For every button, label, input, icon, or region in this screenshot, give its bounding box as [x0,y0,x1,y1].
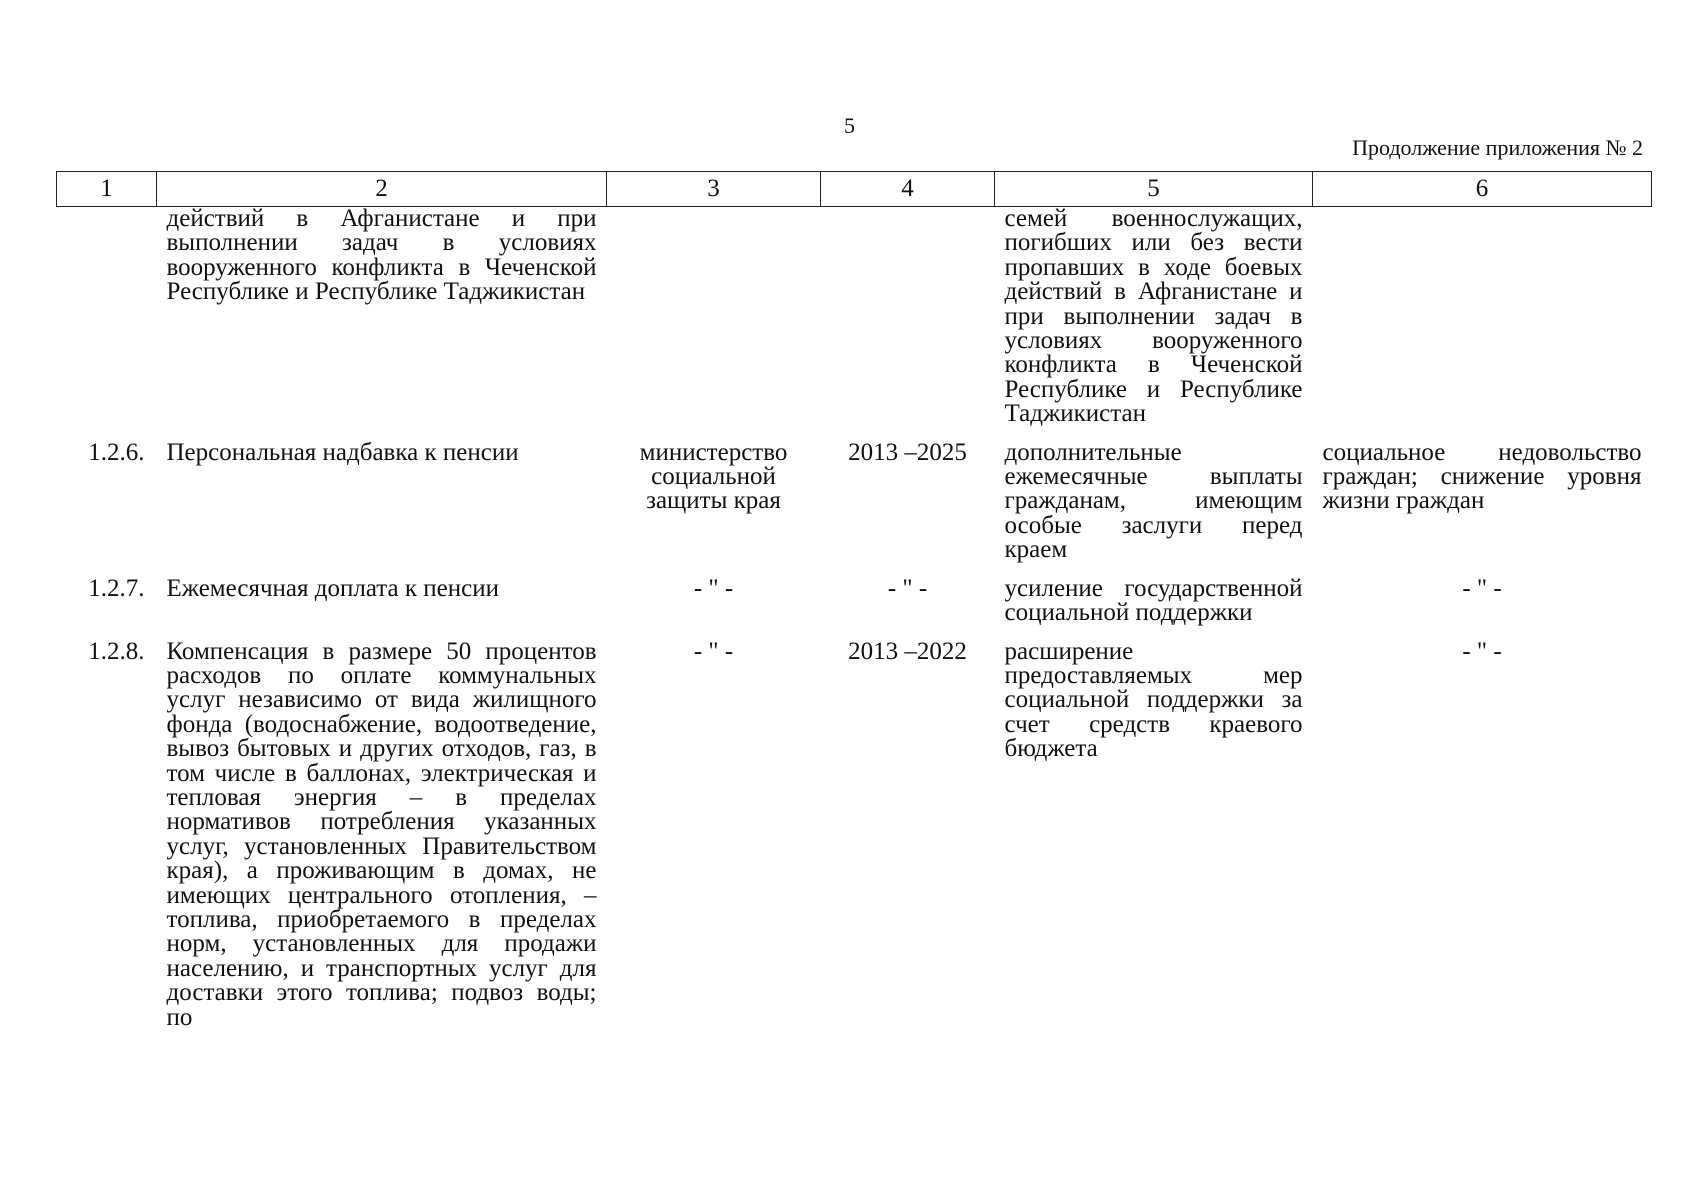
consequence: - " - [1462,637,1502,665]
column-header-3: 3 [607,172,821,207]
row-number: 1.2.8. [88,637,145,665]
expected-result: усиление государственной социальной поддержки [1004,574,1303,627]
table-body [57,207,1652,1045]
consequence: - " - [1462,574,1502,602]
measure-name: Компенсация в размере 50 процентов расходов по оплате коммунальных услуг независимо от вида жилищного фонда (водоснабжение, водоотведение, вывоз бытовых и других отходов, газ, в том числе в баллонах, электрическая и тепловая энергия – в пределах нормативов потребления указанных услуг, установленных Правительством края), а проживающим в домах, не имеющих центрального отопления, – топлива, приобретаемого в пределах норм, установленных для продажи населению, и транспортных услуг для доставки этого топлива; подвоз воды; по [166,637,597,1031]
expected-result: семей военнослужащих, погибших или без вести пропавших в ходе боевых действий в Афганистане и при выполнении задач в условиях вооруженного конфликта в Чеченской Республике и Республике Таджикистан [1004,205,1303,428]
header-row [57,172,1652,207]
measures-table [56,171,1652,1044]
measure-name: действий в Афганистане и при выполнении задач в условиях вооруженного конфликта в Чеченской Республике и Республике Таджикистан [166,205,597,306]
page-number: 5 [844,113,855,138]
consequence [1313,207,1652,441]
period [821,207,995,441]
consequence: социальное недовольство граждан; снижение уровня жизни граждан [1322,438,1642,515]
table-header [57,172,1652,207]
table-row [57,207,1652,441]
executor [607,207,821,441]
table-row [57,577,1652,640]
row-number [57,207,157,441]
period: - " - [887,574,928,602]
row-number: 1.2.7. [88,574,145,602]
executor: министерство социальной защиты края [639,438,788,515]
measure-name: Ежемесячная доплата к пенсии [166,574,499,602]
column-header-1: 1 [57,172,157,207]
expected-result: расширение предоставляемых мер социальной поддержки за счет средств краевого бюджета [1004,637,1303,763]
measure-name: Персональная надбавка к пенсии [166,438,519,466]
table-row [57,640,1652,1045]
executor: - " - [693,574,734,602]
column-header-4: 4 [821,172,995,207]
column-header-6: 6 [1313,172,1652,207]
column-header-2: 2 [157,172,607,207]
period: 2013 –2022 [848,637,967,665]
column-header-5: 5 [995,172,1313,207]
row-number: 1.2.6. [88,438,145,466]
table-row [57,441,1652,577]
period: 2013 –2025 [848,438,967,466]
expected-result: дополнительные ежемесячные выплаты гражданам, имеющим особые заслуги перед краем [1004,438,1303,564]
executor: - " - [693,637,734,665]
appendix-continuation-label: Продолжение приложения № 2 [1352,135,1643,160]
